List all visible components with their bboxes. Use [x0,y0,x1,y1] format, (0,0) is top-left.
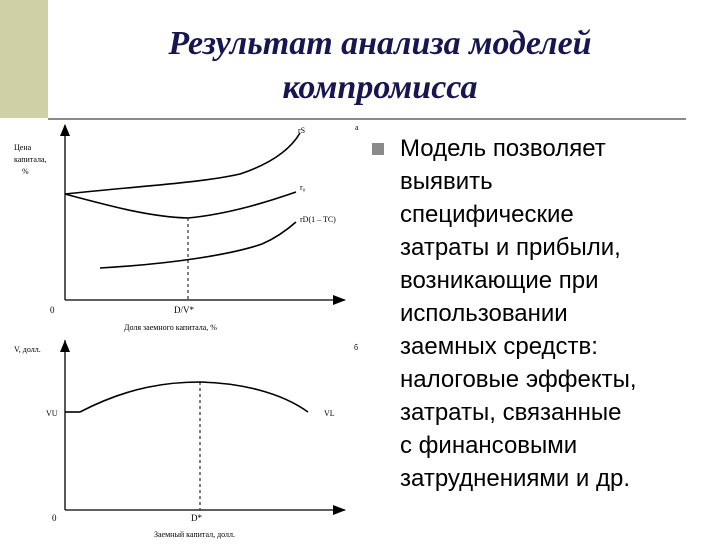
bullet-line: затраты и прибыли, [400,234,621,261]
bottom-panel-letter: б [354,343,359,352]
levered-value-label: VL [324,409,335,418]
bullet-line: с финансовыми [400,432,578,459]
bottom-y-axis-arrow [60,340,70,352]
diagram-canvas [0,112,366,540]
unlevered-value-label: VU [46,409,58,418]
bullet-text [400,132,710,495]
optimal-debt-marker: D* [191,513,202,523]
top-origin-label: 0 [50,305,55,315]
equity-cost-curve-label: rS [298,126,306,135]
top-x-axis-label: Доля заемного капитала, % [124,323,217,332]
bullet-line: затруднениями и др. [400,465,631,492]
top-panel-letter: a [355,123,359,132]
levered-value-curve [80,382,308,412]
optimal-ratio-marker: D/V* [174,305,194,315]
title-accent-bar [0,0,48,118]
bottom-x-axis-arrow [333,505,346,515]
bullet-line: выявить [400,168,493,195]
bullet-line: использовании [400,300,568,327]
slide-title-line-2: компромисса [282,69,478,106]
equity-cost-curve [65,133,300,194]
bullet-line: специфические [400,201,574,228]
bullet-line: Модель позволяет [400,135,606,162]
bullet-line: заемных средств: [400,333,598,360]
square-bullet-icon [372,143,384,155]
bottom-x-axis-label: Заемный капитал, долл. [154,530,236,539]
bullet-line: налоговые эффекты, [400,366,637,393]
tradeoff-diagram [0,112,366,540]
wacc-curve-label: r₀ [300,183,306,192]
top-y-axis-arrow [60,124,70,136]
top-y-label-line-1: Цена [14,143,32,152]
bullet-line: затраты, связанные [400,399,622,426]
slide-title-line-1: Результат анализа моделей [168,25,592,62]
after-tax-debt-cost-curve [100,222,296,268]
bottom-origin-label: 0 [52,513,57,523]
after-tax-debt-cost-curve-label: rD(1 – TC) [300,215,336,224]
bullet-line: возникающие при [400,267,599,294]
wacc-curve [65,192,296,218]
top-x-axis-arrow [333,295,346,305]
top-y-label-line-2: капитала, [14,155,47,164]
slide-title [100,22,660,110]
top-y-label-line-3: % [22,167,29,176]
bottom-y-axis-label: V, долл. [14,345,41,354]
